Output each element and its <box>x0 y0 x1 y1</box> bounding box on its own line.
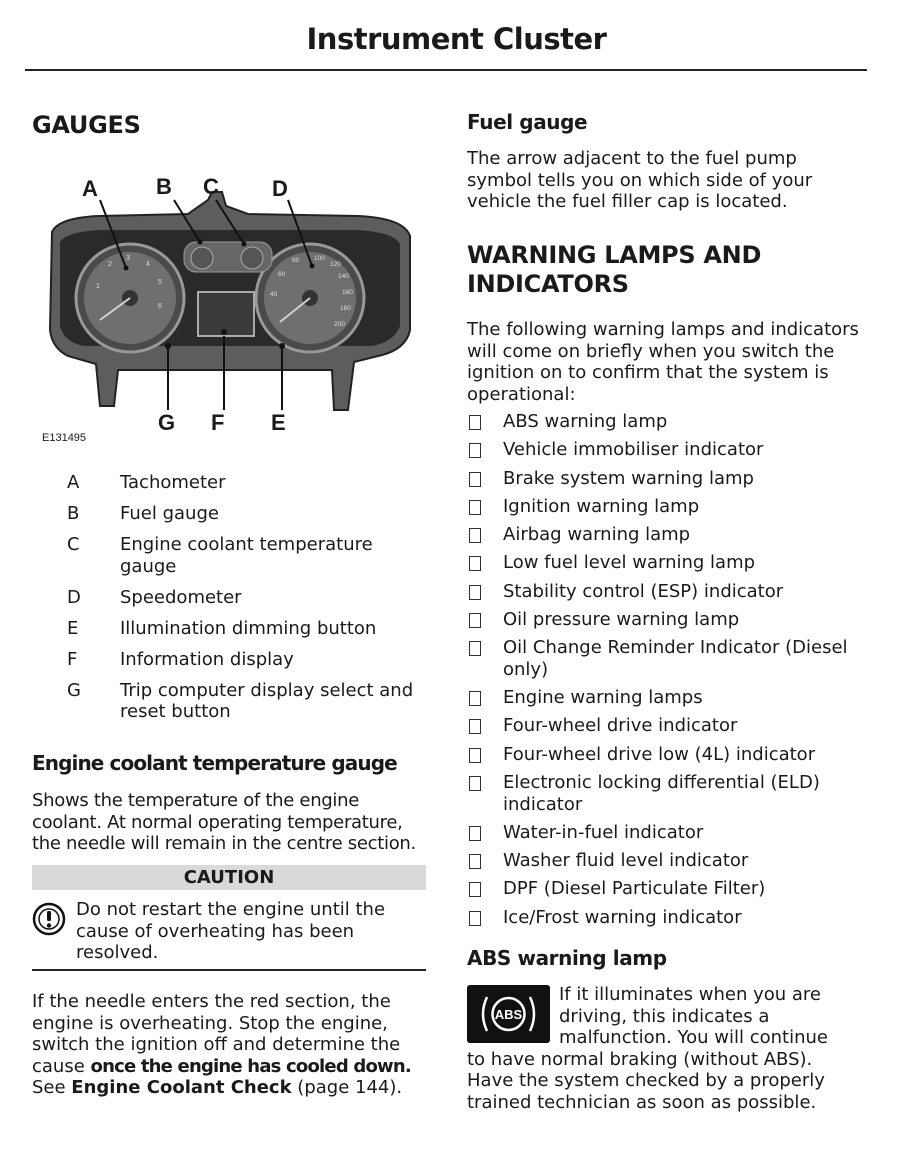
svg-text:80: 80 <box>292 257 300 264</box>
list-item: DPF (Diesel Particulate Filter) <box>467 878 867 900</box>
checkbox-icon <box>469 415 481 430</box>
list-item: Ignition warning lamp <box>467 496 867 518</box>
instrument-cluster-illustration <box>38 170 418 448</box>
list-item: Airbag warning lamp <box>467 524 867 546</box>
list-item: Water-in-fuel indicator <box>467 822 867 844</box>
coolant-heading: Engine coolant temperature gauge <box>32 751 397 775</box>
checkbox-icon <box>469 826 481 841</box>
warning-lamps-intro: The following warning lamps and indicators will come on briefly when you switch the ignition on to confirm that the system is operational: <box>467 319 859 405</box>
callout-f: F <box>211 410 225 435</box>
checkbox-icon <box>469 748 481 763</box>
svg-text:40: 40 <box>270 291 278 298</box>
coolant-body: Shows the temperature of the engine coolant. At normal operating temperature, the needle will remain in the centre section. <box>32 790 416 854</box>
legend-item: E Illumination dimming button <box>67 617 377 639</box>
page-title: Instrument Cluster <box>306 22 607 56</box>
caution-divider <box>32 969 426 971</box>
callout-b: B <box>156 174 172 199</box>
list-item: Four-wheel drive low (4L) indicator <box>467 744 867 766</box>
gauges-heading: GAUGES <box>32 111 141 139</box>
checkbox-icon <box>469 613 481 628</box>
svg-text:2: 2 <box>108 261 112 268</box>
checkbox-icon <box>469 882 481 897</box>
list-item: Engine warning lamps <box>467 687 867 709</box>
callout-c: C <box>203 174 219 199</box>
fuel-gauge-heading: Fuel gauge <box>467 110 588 134</box>
svg-text:1: 1 <box>96 283 100 290</box>
overheating-paragraph: If the needle enters the red section, the engine is overheating. Stop the engine, switch the ignition off and determine the cause once the engine has cooled down. See Engine Coolant Check (page 144). <box>32 991 411 1098</box>
checkbox-icon <box>469 911 481 926</box>
list-item: Stability control (ESP) indicator <box>467 581 867 603</box>
warning-lamps-heading: WARNING LAMPS AND INDICATORS <box>467 241 762 298</box>
checkbox-icon <box>469 854 481 869</box>
abs-warning-icon <box>467 985 550 1043</box>
list-item: Vehicle immobiliser indicator <box>467 439 867 461</box>
list-item: Oil Change Reminder Indicator (Diesel only) <box>467 637 867 680</box>
svg-text:6: 6 <box>158 303 162 310</box>
figure-id: E131495 <box>42 432 87 444</box>
caution-text: Do not restart the engine until the cause of overheating has been resolved. <box>76 899 386 963</box>
checkbox-icon <box>469 500 481 515</box>
checkbox-icon <box>469 472 481 487</box>
legend-item: G Trip computer display select and reset button <box>67 679 414 722</box>
checkbox-icon <box>469 585 481 600</box>
callout-a: A <box>82 176 98 201</box>
checkbox-icon <box>469 641 481 656</box>
title-divider <box>25 69 867 71</box>
list-item: ABS warning lamp <box>467 411 867 433</box>
legend-item: B Fuel gauge <box>67 503 219 524</box>
gauge-legend <box>32 472 427 732</box>
svg-text:4: 4 <box>146 261 150 268</box>
instrument-cluster-figure <box>38 170 418 448</box>
svg-text:3: 3 <box>126 255 130 262</box>
svg-text:60: 60 <box>278 271 286 278</box>
svg-text:160: 160 <box>342 289 353 296</box>
checkbox-icon <box>469 719 481 734</box>
svg-text:180: 180 <box>340 305 351 312</box>
svg-text:100: 100 <box>314 255 325 262</box>
abs-heading: ABS warning lamp <box>467 946 667 970</box>
caution-label: CAUTION <box>32 865 426 890</box>
svg-text:5: 5 <box>158 279 162 286</box>
caution-exclamation-icon <box>32 902 66 936</box>
abs-icon-text: ABS <box>494 1007 523 1022</box>
list-item: Brake system warning lamp <box>467 468 867 490</box>
svg-text:140: 140 <box>338 273 349 280</box>
svg-text:120: 120 <box>330 261 341 268</box>
checkbox-icon <box>469 556 481 571</box>
cooled-down-emphasis: once the engine has cooled down. <box>90 1055 411 1077</box>
list-item: Low fuel level warning lamp <box>467 552 867 574</box>
callout-e: E <box>271 410 286 435</box>
fuel-gauge-body: The arrow adjacent to the fuel pump symbol tells you on which side of your vehicle the fuel filler cap is located. <box>467 148 813 212</box>
list-item: Four-wheel drive indicator <box>467 715 867 737</box>
legend-item: D Speedometer <box>67 586 242 608</box>
list-item: Ice/Frost warning indicator <box>467 907 867 929</box>
checkbox-icon <box>469 443 481 458</box>
legend-item: C Engine coolant temperature gauge <box>67 534 373 577</box>
list-item: Oil pressure warning lamp <box>467 609 867 631</box>
checkbox-icon <box>469 528 481 543</box>
callout-d: D <box>272 176 288 201</box>
list-item: Washer fluid level indicator <box>467 850 867 872</box>
checkbox-icon <box>469 691 481 706</box>
legend-item: F Information display <box>67 648 294 670</box>
legend-item: A Tachometer <box>67 472 226 493</box>
svg-text:200: 200 <box>334 321 345 328</box>
checkbox-icon <box>469 776 481 791</box>
warning-lamps-list <box>467 411 867 935</box>
list-item: Electronic locking differential (ELD) indicator <box>467 772 867 815</box>
callout-g: G <box>158 410 176 435</box>
engine-coolant-check-link[interactable]: Engine Coolant Check <box>71 1077 292 1098</box>
